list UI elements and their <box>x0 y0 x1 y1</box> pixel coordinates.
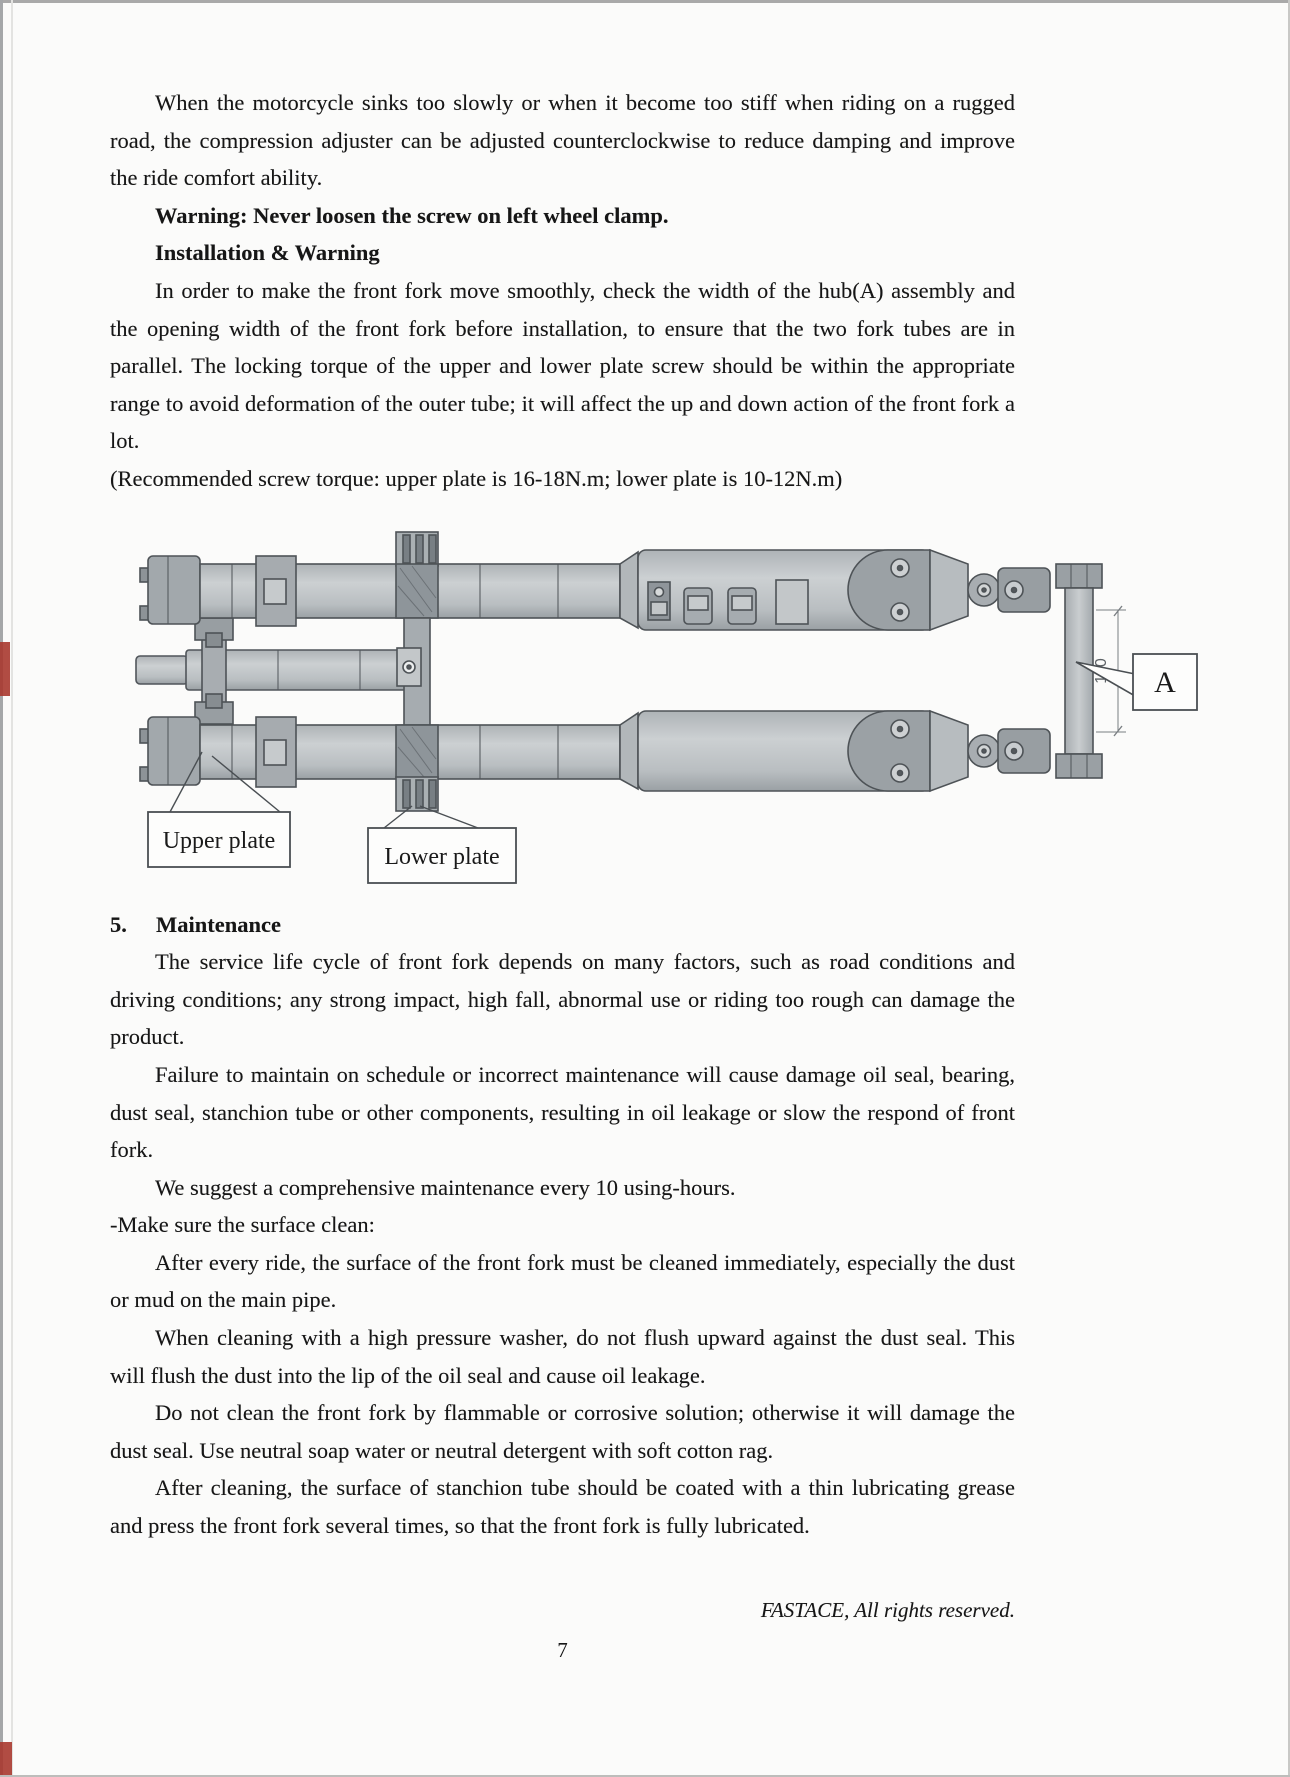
maintenance-paragraph-5: When cleaning with a high pressure washer, do not flush upward against the dust seal. This will flush the dust into the lip of the oil seal and cause oil leakage. <box>110 1325 1015 1388</box>
lower-plate-label: Lower plate <box>384 843 500 870</box>
page-number: 7 <box>557 1637 568 1662</box>
intro-paragraph: When the motorcycle sinks too slowly or when it become too stiff when riding on a rugged road, the compression adjuster can be adjusted counterclockwise to reduce damping and improve the ride comfort ability. <box>110 90 1015 191</box>
maintenance-paragraph-3: We suggest a comprehensive maintenance every 10 using-hours. <box>155 1174 736 1200</box>
maintenance-title: Maintenance <box>156 911 281 937</box>
installation-paragraph: In order to make the front fork move smoothly, check the width of the hub(A) assembly and the opening width of the front fork before installation, to ensure that the two fork tubes are in parallel. The locking torque of the upper and lower plate screw should be within the appropriate range to avoid deformation of the outer tube; it will affect the up and down action of the front fork a lot. <box>110 277 1015 454</box>
maintenance-paragraph-6: Do not clean the front fork by flammable or corrosive solution; otherwise it will damage the dust seal. Use neutral soap water or neutral detergent with soft cotton rag. <box>110 1400 1015 1463</box>
lower-plate <box>396 532 438 811</box>
copyright-line: FASTACE, All rights reserved. <box>760 1597 1015 1622</box>
maintenance-paragraph-4: After every ride, the surface of the front fork must be cleaned immediately, especially the dust or mud on the main pipe. <box>110 1249 1015 1313</box>
fork-leg-top <box>140 550 1050 630</box>
callout-a-label: A <box>1154 665 1176 699</box>
maintenance-paragraph-7: After cleaning, the surface of stanchion tube should be coated with a thin lubricating grease and press the front fork several times, so that the front fork is fully lubricated. <box>110 1475 1015 1539</box>
warning-line: Warning: Never loosen the screw on left wheel clamp. <box>155 202 669 228</box>
fork-leg-bottom <box>140 711 1050 791</box>
front-fork-diagram <box>128 506 1248 906</box>
red-edge-mark-bottom <box>0 1742 12 1775</box>
maintenance-paragraph-1: The service life cycle of front fork depends on many factors, such as road conditions and driving conditions; any strong impact, high fall, abnormal use or riding too rough can damage the product. <box>110 949 1015 1050</box>
maintenance-number: 5. <box>110 911 127 937</box>
surface-clean-line: -Make sure the surface clean: <box>110 1212 375 1238</box>
upper-plate-label: Upper plate <box>162 827 276 854</box>
torque-note: (Recommended screw torque: upper plate is 16-18N.m; lower plate is 10-12N.m) <box>110 465 843 491</box>
maintenance-heading <box>110 906 1015 944</box>
steering-stem <box>136 650 424 690</box>
lower-plate-callout <box>368 806 516 883</box>
installation-warning-heading: Installation & Warning <box>155 240 380 266</box>
maintenance-paragraph-2: Failure to maintain on schedule or incorrect maintenance will cause damage oil seal, bearing, dust seal, stanchion tube or other components, resulting in oil leakage or slow the respond of front fork. <box>110 1061 1015 1163</box>
